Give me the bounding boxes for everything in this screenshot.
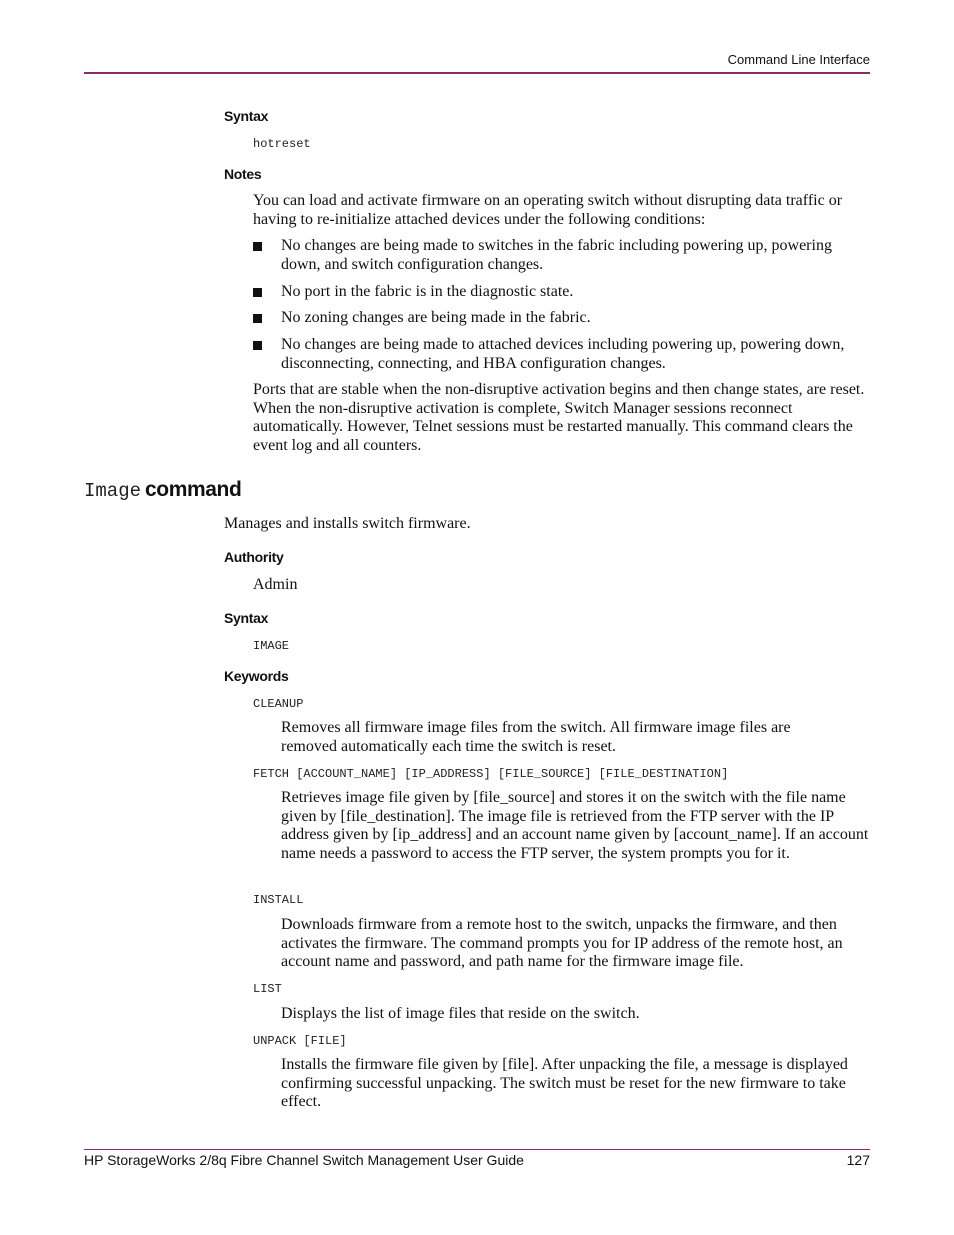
- page-number: 127: [846, 1152, 870, 1168]
- bullet-item: No port in the fabric is in the diagnostic state.: [281, 283, 574, 300]
- keyword-description: Removes all firmware image files from the switch. All firmware image files are removed automatically each time the switch is reset.: [281, 719, 791, 755]
- keyword-code: LIST: [253, 982, 282, 996]
- keyword-description: Installs the firmware file given by [file]. After unpacking the file, a message is displayed confirming successful unpacking. The switch must be reset for the new firmware to take effect.: [281, 1056, 848, 1111]
- syntax-heading: Syntax: [224, 610, 269, 626]
- notes-heading: Notes: [224, 166, 262, 182]
- bullet-item: No changes are being made to switches in the fabric including powering up, powering down, and switch configuration changes.: [281, 237, 832, 273]
- keyword-description: Retrieves image file given by [file_source] and stores it on the switch with the file name given by [file_destination]. The image file is retrieved from the FTP server with the IP address given by [ip_address] and an account name given by [account_name]. If an account name needs a password to access the FTP server, the system prompts you for it.: [281, 789, 869, 862]
- keyword-code: INSTALL: [253, 893, 304, 907]
- bullet-marker: [253, 242, 262, 251]
- section-title-word: command: [145, 478, 242, 501]
- keyword-code: CLEANUP: [253, 697, 304, 711]
- notes-outro: Ports that are stable when the non-disruptive activation begins and then change states, are reset. When the non-disruptive activation is complete, Switch Manager sessions reconnect automatically. However, Telnet sessions must be restarted manually. This command clears the event log and all counters.: [253, 381, 865, 454]
- authority-value: Admin: [253, 576, 298, 593]
- keyword-description: Displays the list of image files that reside on the switch.: [281, 1005, 640, 1022]
- footer-rule: [84, 1149, 870, 1150]
- bullet-marker: [253, 288, 262, 297]
- keyword-code: FETCH [ACCOUNT_NAME] [IP_ADDRESS] [FILE_SOURCE] [FILE_DESTINATION]: [253, 767, 729, 781]
- bullet-item: No zoning changes are being made in the fabric.: [281, 309, 591, 326]
- bullet-item: No changes are being made to attached devices including powering up, powering down, disconnecting, connecting, and HBA configuration changes.: [281, 336, 845, 372]
- running-header: Command Line Interface: [727, 52, 870, 67]
- authority-heading: Authority: [224, 549, 284, 565]
- command-description: Manages and installs switch firmware.: [224, 515, 471, 532]
- section-title: [84, 478, 241, 502]
- keyword-description: Downloads firmware from a remote host to the switch, unpacks the firmware, and then activates the firmware. The command prompts you for IP address of the remote host, an account name and password, and path name for the firmware image file.: [281, 916, 843, 971]
- syntax-code: IMAGE: [253, 639, 290, 653]
- keywords-heading: Keywords: [224, 668, 289, 684]
- bullet-marker: [253, 341, 262, 350]
- bullet-marker: [253, 314, 262, 323]
- header-rule: [84, 72, 870, 74]
- syntax-heading: Syntax: [224, 108, 269, 124]
- footer-doc-title: HP StorageWorks 2/8q Fibre Channel Switch Management User Guide: [84, 1152, 524, 1168]
- keyword-code: UNPACK [FILE]: [253, 1034, 347, 1048]
- notes-intro: You can load and activate firmware on an operating switch without disrupting data traffic or having to re-initialize attached devices under the following conditions:: [253, 192, 843, 228]
- syntax-code: hotreset: [253, 137, 311, 151]
- section-title-code: Image: [84, 480, 142, 502]
